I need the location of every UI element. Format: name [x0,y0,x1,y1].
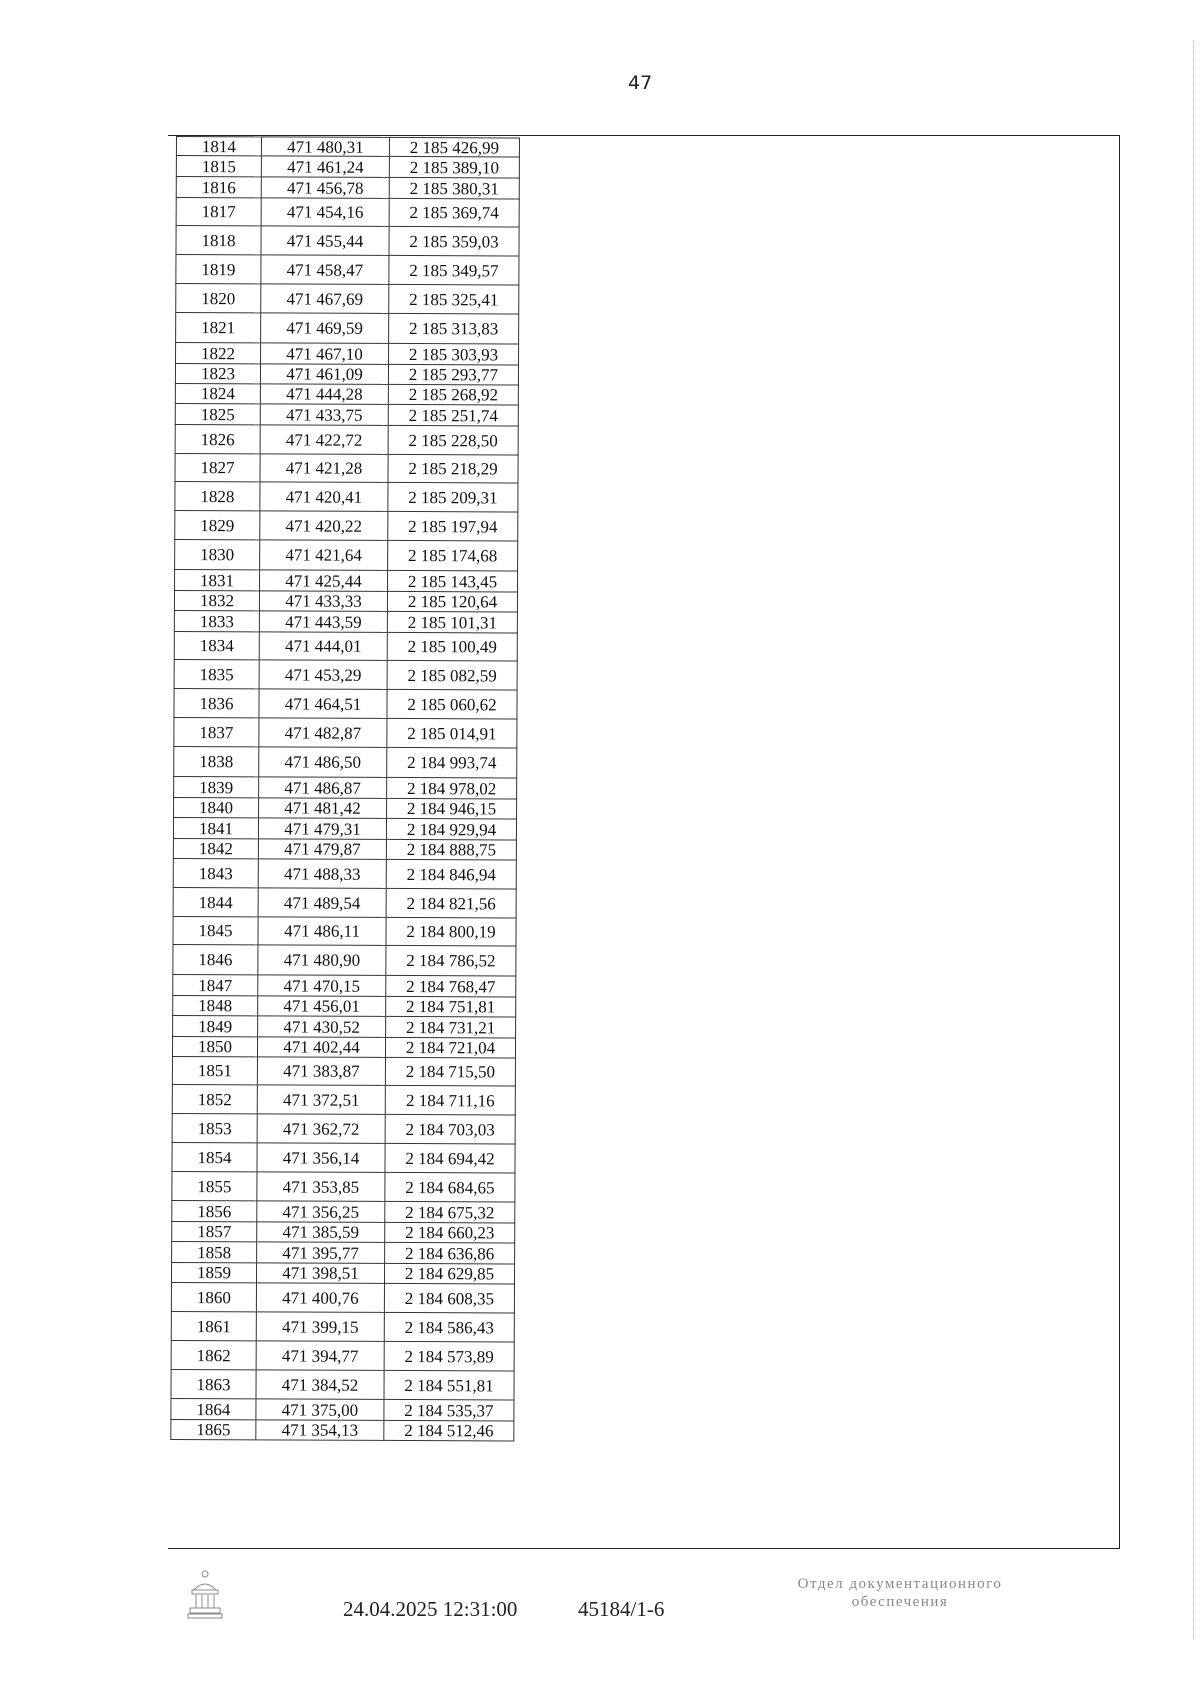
point-number-cell: 1864 [171,1398,256,1419]
x-coordinate-cell: 471 375,00 [256,1399,384,1421]
table-row [171,1398,514,1420]
point-number-cell: 1835 [174,659,259,688]
y-coordinate-cell: 2 184 846,94 [386,859,516,889]
table-row [174,717,517,747]
y-coordinate-cell: 2 184 629,85 [384,1263,514,1284]
scan-edge-line [1192,40,1194,1640]
x-coordinate-cell: 471 425,44 [260,570,388,592]
x-coordinate-cell: 471 467,69 [261,284,389,314]
x-coordinate-cell: 471 489,54 [258,888,386,918]
table-row [174,631,517,660]
footer-doc-number: 45184/1-6 [578,1597,665,1621]
x-coordinate-cell: 471 469,59 [261,313,389,344]
x-coordinate-cell: 471 353,85 [257,1172,385,1202]
x-coordinate-cell: 471 383,87 [257,1057,385,1086]
point-number-cell: 1837 [174,717,259,746]
y-coordinate-cell: 2 184 512,46 [384,1420,514,1441]
table-row [175,453,518,482]
x-coordinate-cell: 471 455,44 [261,226,389,256]
table-row [174,797,517,818]
x-coordinate-cell: 471 456,01 [258,996,386,1017]
x-coordinate-cell: 471 420,41 [260,482,388,512]
point-number-cell: 1855 [172,1171,257,1200]
x-coordinate-cell: 471 400,76 [256,1283,384,1313]
y-coordinate-cell: 2 184 978,02 [387,777,517,799]
point-number-cell: 1819 [176,255,261,284]
y-coordinate-cell: 2 185 120,64 [387,591,517,612]
y-coordinate-cell: 2 185 313,83 [389,313,519,344]
y-coordinate-cell: 2 185 303,93 [389,343,519,365]
point-number-cell: 1818 [176,226,261,255]
y-coordinate-cell: 2 184 731,21 [386,1016,516,1038]
y-coordinate-cell: 2 184 573,89 [384,1341,514,1371]
point-number-cell: 1865 [171,1419,256,1439]
point-number-cell: 1845 [173,916,258,944]
table-row [175,403,518,425]
point-number-cell: 1836 [174,688,259,717]
y-coordinate-cell: 2 185 060,62 [387,689,517,719]
y-coordinate-cell: 2 184 675,32 [385,1201,515,1223]
x-coordinate-cell: 471 479,87 [258,839,386,860]
y-coordinate-cell: 2 185 174,68 [388,540,518,571]
y-coordinate-cell: 2 184 786,52 [386,945,516,976]
table-row [173,944,516,975]
point-number-cell: 1856 [172,1200,257,1221]
point-number-cell: 1833 [174,610,259,631]
table-row [173,838,516,859]
point-number-cell: 1848 [173,995,258,1015]
table-row [172,1056,515,1085]
x-coordinate-cell: 471 354,13 [256,1420,384,1441]
y-coordinate-cell: 2 184 586,43 [384,1312,514,1342]
x-coordinate-cell: 471 486,87 [259,777,387,799]
y-coordinate-cell: 2 185 082,59 [387,660,517,690]
y-coordinate-cell: 2 184 800,19 [386,917,516,946]
point-number-cell: 1863 [171,1369,256,1398]
table-row [175,383,518,404]
x-coordinate-cell: 471 356,25 [257,1201,385,1223]
table-row [175,364,518,385]
point-number-cell: 1853 [172,1113,257,1142]
x-coordinate-cell: 471 461,09 [260,364,388,385]
x-coordinate-cell: 471 362,72 [257,1114,385,1144]
x-coordinate-cell: 471 454,16 [261,198,389,227]
table-row [175,481,518,511]
x-coordinate-cell: 471 461,24 [261,156,389,178]
y-coordinate-cell: 2 184 768,47 [386,975,516,997]
point-number-cell: 1852 [172,1084,257,1113]
y-coordinate-cell: 2 184 551,81 [384,1370,514,1400]
x-coordinate-cell: 471 444,28 [260,384,388,405]
department-stamp [740,1575,1060,1611]
table-row [176,137,519,157]
x-coordinate-cell: 471 421,64 [260,540,388,571]
x-coordinate-cell: 471 372,51 [257,1085,385,1115]
x-coordinate-cell: 471 458,47 [261,255,389,285]
point-number-cell: 1831 [175,569,260,590]
y-coordinate-cell: 2 185 369,74 [389,198,519,227]
y-coordinate-cell: 2 185 293,77 [388,364,518,385]
table-row [171,1311,514,1341]
x-coordinate-cell: 471 486,50 [259,747,387,778]
table-row [176,156,519,178]
table-row [171,1419,514,1440]
point-number-cell: 1861 [171,1311,256,1340]
y-coordinate-cell: 2 184 929,94 [386,818,516,840]
x-coordinate-cell: 471 480,90 [258,945,386,976]
point-number-cell: 1822 [176,343,261,364]
table-row [172,1113,515,1143]
table-row [172,1221,515,1242]
y-coordinate-cell: 2 185 100,49 [387,632,517,661]
point-number-cell: 1862 [171,1340,256,1369]
table-row [171,1369,514,1399]
y-coordinate-cell: 2 184 694,42 [385,1143,515,1173]
x-coordinate-cell: 471 394,77 [256,1341,384,1371]
point-number-cell: 1842 [173,838,258,858]
table-row [176,177,519,199]
table-row [173,916,516,945]
table-row [175,510,518,540]
x-coordinate-cell: 471 422,72 [260,425,388,455]
x-coordinate-cell: 471 470,15 [258,975,386,997]
page-number: 47 [628,72,653,94]
point-number-cell: 1825 [175,403,260,424]
x-coordinate-cell: 471 430,52 [258,1016,386,1038]
point-number-cell: 1829 [175,510,260,539]
footer-datetime: 24.04.2025 12:31:00 [343,1597,518,1621]
point-number-cell: 1849 [173,1015,258,1036]
x-coordinate-cell: 471 444,01 [259,632,387,661]
x-coordinate-cell: 471 480,31 [261,137,389,157]
y-coordinate-cell: 2 185 359,03 [389,226,519,256]
point-number-cell: 1815 [176,156,261,177]
table-row [172,1171,515,1201]
point-number-cell: 1859 [171,1262,256,1282]
table-row [174,590,517,611]
x-coordinate-cell: 471 433,75 [260,404,388,426]
table-row [172,1241,515,1263]
table-row [176,284,519,314]
coordinates-table [170,136,520,1441]
y-coordinate-cell: 2 185 325,41 [389,284,519,314]
point-number-cell: 1858 [172,1241,257,1262]
y-coordinate-cell: 2 184 993,74 [387,747,517,778]
x-coordinate-cell: 471 486,11 [258,917,386,946]
table-row [172,1200,515,1222]
y-coordinate-cell: 2 184 721,04 [385,1037,515,1058]
table-row [174,746,517,777]
table-row [174,659,517,689]
point-number-cell: 1834 [174,631,259,659]
emblem-logo [186,1568,224,1622]
y-coordinate-cell: 2 184 751,81 [386,996,516,1017]
y-coordinate-cell: 2 185 143,45 [388,570,518,592]
y-coordinate-cell: 2 185 268,92 [388,384,518,405]
point-number-cell: 1823 [175,364,260,384]
point-number-cell: 1830 [175,539,260,569]
stamp-line-1: Отдел документационного [797,1576,1003,1592]
table-row [175,424,518,454]
table-row [173,974,516,996]
y-coordinate-cell: 2 185 209,31 [388,482,518,512]
table-row [176,198,519,227]
point-number-cell: 1844 [173,887,258,916]
table-row [176,343,519,365]
x-coordinate-cell: 471 443,59 [259,611,387,633]
table-row [175,539,518,570]
x-coordinate-cell: 471 481,42 [259,798,387,819]
point-number-cell: 1851 [172,1056,257,1084]
y-coordinate-cell: 2 184 821,56 [386,888,516,918]
y-coordinate-cell: 2 184 684,65 [385,1172,515,1202]
point-number-cell: 1828 [175,481,260,510]
point-number-cell: 1843 [173,858,258,887]
x-coordinate-cell: 471 356,14 [257,1143,385,1173]
table-row [171,1282,514,1312]
y-coordinate-cell: 2 184 946,15 [387,798,517,819]
x-coordinate-cell: 471 467,10 [261,343,389,365]
table-row [174,610,517,632]
point-number-cell: 1847 [173,974,258,995]
table-row [174,688,517,718]
y-coordinate-cell: 2 185 251,74 [388,404,518,426]
point-number-cell: 1840 [174,797,259,817]
x-coordinate-cell: 471 421,28 [260,454,388,483]
stamp-line-2: обеспечения [851,1594,949,1610]
y-coordinate-cell: 2 185 014,91 [387,718,517,748]
y-coordinate-cell: 2 184 703,03 [385,1114,515,1144]
table-row [173,858,516,888]
table-row [176,226,519,256]
y-coordinate-cell: 2 185 380,31 [389,177,519,199]
y-coordinate-cell: 2 185 218,29 [388,454,518,483]
table-row [173,817,516,839]
table-row [176,313,519,344]
x-coordinate-cell: 471 385,59 [257,1222,385,1243]
x-coordinate-cell: 471 479,31 [258,818,386,840]
y-coordinate-cell: 2 185 389,10 [389,156,519,178]
point-number-cell: 1850 [172,1036,257,1056]
point-number-cell: 1854 [172,1142,257,1171]
x-coordinate-cell: 471 464,51 [259,689,387,719]
x-coordinate-cell: 471 488,33 [258,859,386,889]
point-number-cell: 1839 [174,776,259,797]
table-row [173,995,516,1016]
y-coordinate-cell: 2 184 711,16 [385,1085,515,1115]
y-coordinate-cell: 2 184 636,86 [385,1242,515,1264]
x-coordinate-cell: 471 399,15 [256,1312,384,1342]
y-coordinate-cell: 2 184 715,50 [385,1057,515,1086]
point-number-cell: 1826 [175,424,260,453]
point-number-cell: 1838 [174,746,259,776]
y-coordinate-cell: 2 185 349,57 [389,255,519,285]
table-row [176,255,519,285]
x-coordinate-cell: 471 456,78 [261,177,389,199]
table-row [173,887,516,917]
x-coordinate-cell: 471 453,29 [259,660,387,690]
y-coordinate-cell: 2 184 888,75 [386,839,516,860]
point-number-cell: 1817 [176,198,261,226]
y-coordinate-cell: 2 185 101,31 [387,611,517,633]
x-coordinate-cell: 471 384,52 [256,1370,384,1400]
x-coordinate-cell: 471 398,51 [256,1263,384,1284]
x-coordinate-cell: 471 420,22 [260,511,388,541]
table-row [175,569,518,591]
point-number-cell: 1824 [175,383,260,403]
table-row [172,1036,515,1057]
point-number-cell: 1814 [176,137,261,156]
y-coordinate-cell: 2 185 228,50 [388,425,518,455]
table-row [173,1015,516,1037]
y-coordinate-cell: 2 184 608,35 [384,1283,514,1313]
table-row [174,776,517,798]
x-coordinate-cell: 471 402,44 [257,1037,385,1058]
point-number-cell: 1832 [174,590,259,610]
x-coordinate-cell: 471 482,87 [259,718,387,748]
x-coordinate-cell: 471 395,77 [257,1242,385,1264]
y-coordinate-cell: 2 184 660,23 [385,1222,515,1243]
point-number-cell: 1821 [176,313,261,343]
point-number-cell: 1816 [176,177,261,198]
point-number-cell: 1846 [173,944,258,974]
table-row [171,1340,514,1370]
point-number-cell: 1827 [175,453,260,481]
y-coordinate-cell: 2 185 197,94 [388,511,518,541]
point-number-cell: 1857 [172,1221,257,1241]
y-coordinate-cell: 2 184 535,37 [384,1399,514,1421]
point-number-cell: 1820 [176,284,261,313]
table-row [171,1262,514,1283]
table-row [172,1142,515,1172]
point-number-cell: 1841 [173,817,258,838]
x-coordinate-cell: 471 433,33 [259,591,387,612]
y-coordinate-cell: 2 185 426,99 [389,137,519,157]
point-number-cell: 1860 [171,1282,256,1311]
table-row [172,1084,515,1114]
